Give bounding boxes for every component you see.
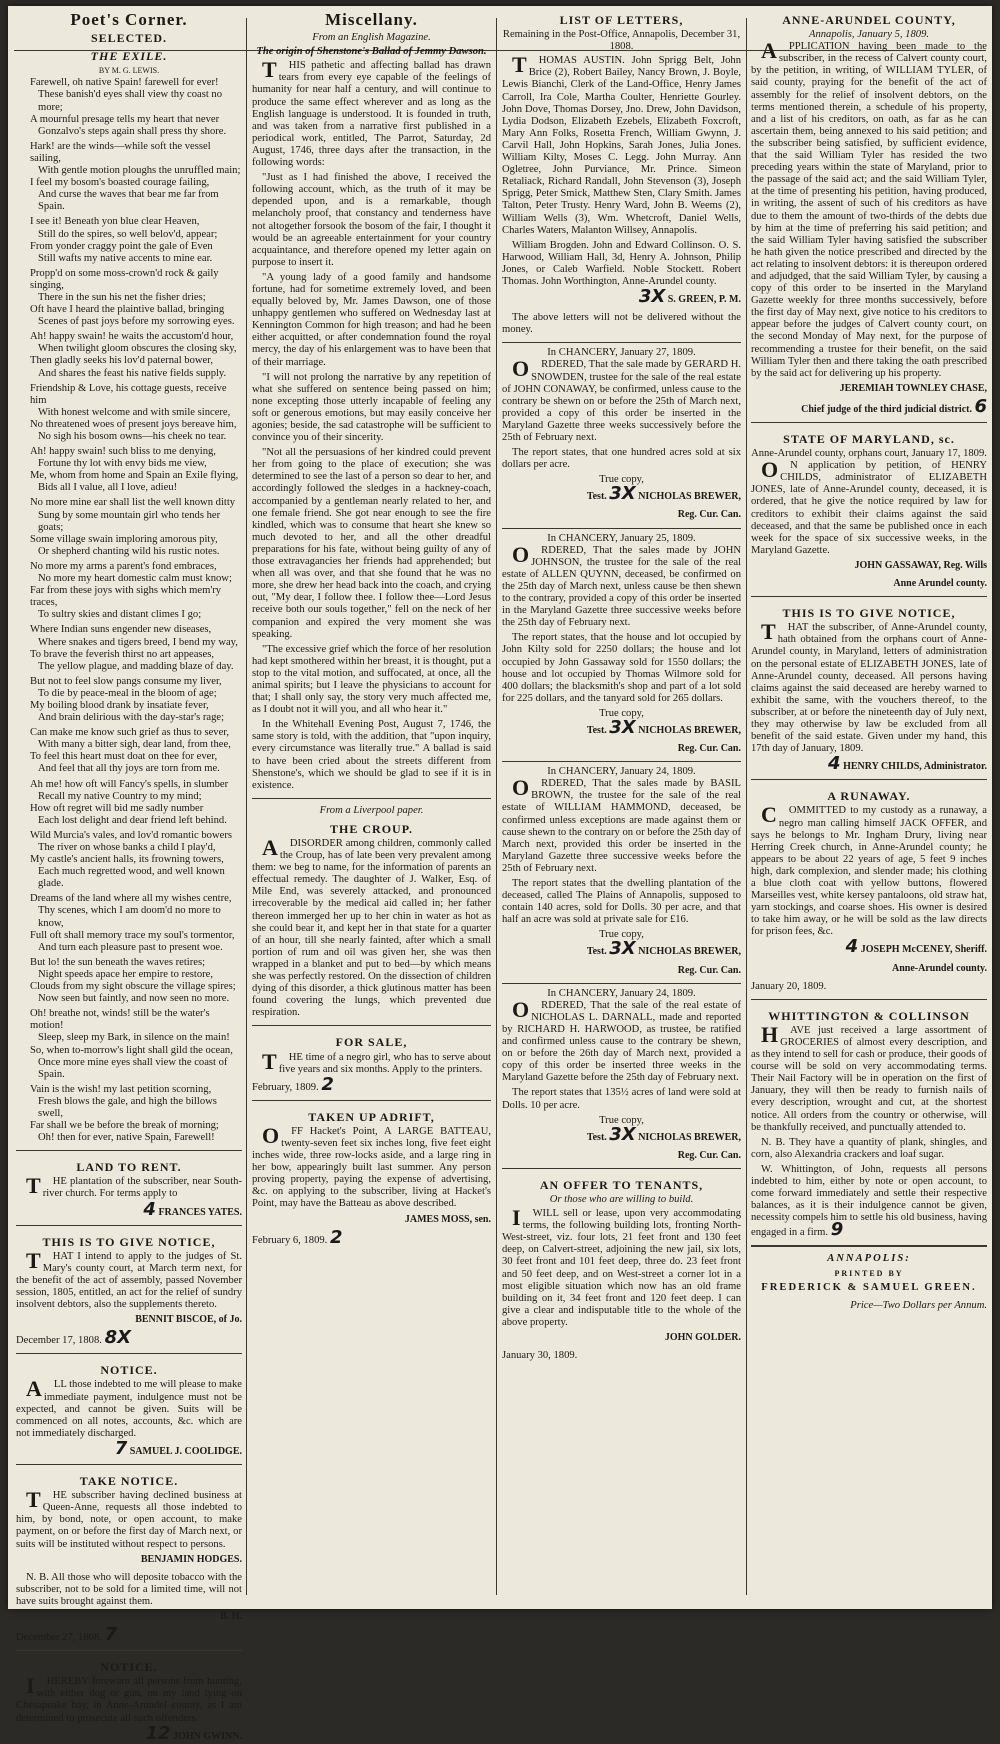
poem-line: Ah! happy swain! such bliss to me denying, xyxy=(30,446,216,458)
poem-line: Where snakes and tigers breed, I bend my way, xyxy=(38,636,238,648)
runaway-title: A RUNAWAY. xyxy=(827,789,911,804)
give-notice-ad xyxy=(16,1225,242,1348)
column-poets-corner xyxy=(16,10,242,1744)
state-title: STATE OF MARYLAND, sc. xyxy=(783,432,955,446)
article-title: The origin of Shenstone's Ballad of Jemmy Dawson. xyxy=(256,46,487,58)
poem-body xyxy=(16,77,242,1144)
poem-line: Each lost delight and dear friend left behind. xyxy=(38,814,227,826)
handwritten-mark: 3X xyxy=(609,938,636,960)
poem-line: Clouds from my sight obscure the village spires; xyxy=(30,981,236,993)
application-signature: JEREMIAH TOWNLEY CHASE, xyxy=(839,382,987,394)
poem-line: Sleep, sleep my Bark, in silence on the main! xyxy=(38,1032,230,1044)
offer-date: January 30, 1809. xyxy=(502,1350,578,1362)
give-notice-signature: BENNIT BISCOE, of Jo. xyxy=(135,1314,242,1326)
letters-list: THOMAS AUSTIN. John Sprigg Belt, John Brice (2), Robert Bailey, Nancy Brown, J. Boyle, Lewis Bianchi, Clerk of the Land-Office, Henry James Carroll, Ira Cole, Martha Coulter, Henriette Gourley. John Dove, Thomas Dorsey, Jno. Drew, John Davidson, Lydia Dodson, Elizabeth Ezebels, Elizabeth Foxcroft, Mary Ann Folks, Rosetta French, William Gwynn, J. Carvil Hall, John Hopkins, Sarah Jones, Julia Jones. William Kilty, Moses C. Legg. John Murray. Ann Ogletree, John Purviance, Mr. Prince. Simeon Retaliack, Richard Randall, John Stevenson (3), Joseph Sprigg, Peter Smick, Matthew Sten, Clary Smith. James Talton, Peter Trusty. Henry Ward, John B. Weems (2), William Wells (3), Wm. Whetcroft, Daniel Wells, Charles Waters, Malanton Willsey, Annapolis. xyxy=(502,52,741,236)
chancery-signature: Test. 3X NICHOLAS BREWER, xyxy=(586,938,741,960)
poem-line: But lo! the sun beneath the waves retires; xyxy=(30,956,206,968)
take-notice-text: THE subscriber having declined business at Queen-Anne, requests all those indebted to him, by bond, note, or open account, to make payment, on or before the first day of March next, or suits will be instituted without respect to persons. xyxy=(16,1487,242,1550)
state-of-maryland-notice xyxy=(751,422,987,590)
chancery-registrar-title: Reg. Cur. Can. xyxy=(677,964,741,976)
poem-line: Hark! are the winds—while soft the vessel sailing, xyxy=(30,140,211,164)
poem-line: No more my arms a parent's fond embraces, xyxy=(30,560,217,572)
adrift-signature: JAMES MOSS, sen. xyxy=(404,1213,491,1225)
take-notice-nb: N. B. All those who will deposite tobacco with the subscriber, not to be sold for a limited time, will not have suits brought against them. xyxy=(16,1571,242,1607)
article-paragraph: In the Whitehall Evening Post, August 7, 1746, the same story is told, with the addition, that "upon inquiry, every circumstance was literally true." A ballad is said to have been cried about the streets different from Shenstone's, which we should be glad to see if it is in existence. xyxy=(252,719,491,791)
poem-line: Farewell, oh native Spain! farewell for ever! xyxy=(30,77,219,89)
article-source: From an English Magazine. xyxy=(312,32,431,44)
poem-line: To sultry skies and distant climes I go; xyxy=(38,609,202,621)
article-paragraph: THIS pathetic and affecting ballad has drawn tears from every eye capable of the feelings of humanity for near half a century, and will continue to produce the same effect wherever and as long as the English language is understood. It is founded in truth, and was taken from a narrative first published in a periodical work, entitled, The Parrot, Saturday, 2d August, 1746, three days after the transaction, in the following words: xyxy=(252,57,491,169)
poem-line: But not to feel slow pangs consume my liver, xyxy=(30,675,222,687)
poem-line: To die by peace-meal in the bloom of age; xyxy=(38,687,217,699)
land-to-rent-title: LAND TO RENT. xyxy=(76,1160,182,1175)
poem-line: Some village swain imploring amorous pity, xyxy=(30,533,218,545)
poem-title: THE EXILE. xyxy=(90,49,168,64)
poem-line: And feel that all thy joys are torn from me. xyxy=(38,763,220,775)
poem-line: My castle's ancient halls, its frowning towers, xyxy=(30,854,224,866)
chancery-text: ORDERED, That the sale of the real estate of NICHOLAS L. DARNALL, made and reported by RICHARD H. HARWOOD, as trustee, be ratified and confirmed unless cause to the contrary be shewn, on or before the 26th day of March next, provided a copy of this order be inserted three weeks in the Maryland Gazette before the 25th day of February next. xyxy=(502,996,741,1084)
for-sale-title: FOR SALE, xyxy=(335,1035,408,1050)
poem-line: Still wafts my native accents to mine ear. xyxy=(38,252,213,264)
runaway-text: COMMITTED to my custody as a runaway, a negro man calling himself JACK OFFER, and says he belongs to Mr. Ingham Drury, living near Herring Creek church, in Anne-Arundel county; he appears to be about 22 years of age, 5 feet 9 inches high, dark complexion, and slender made; his clothing a blue cloth coat with yellow buttons, flowered Marseilles vest, white kersey pantaloons, old straw hat, yarn stockings, and coarse shoes. His owner is desired to take him away, or he will be sold as the law directs for prison fees, &c. xyxy=(751,802,987,938)
notice-title: NOTICE. xyxy=(100,1660,158,1675)
notice-signature: 12 JOHN GWINN. xyxy=(145,1722,242,1744)
take-notice-ad xyxy=(16,1464,242,1644)
newspaper-page xyxy=(8,6,992,1744)
poem-line: Bids all I value, all I love, adieu! xyxy=(38,482,178,494)
give-notice-date: December 17, 1808. 8X xyxy=(16,1327,131,1349)
poem-line: Recall my native Country to my mind; xyxy=(38,790,202,802)
chancery-signature: Test. 3X NICHOLAS BREWER, xyxy=(586,1123,741,1145)
column-rule xyxy=(246,18,247,1595)
chancery-heading: In CHANCERY, January 25, 1809. xyxy=(547,532,696,544)
poem-line: Far shall we be before the break of morning; xyxy=(30,1120,219,1132)
croup-source: From a Liverpool paper. xyxy=(319,804,424,816)
poem-line: Friendship & Love, his cottage guests, receive him xyxy=(30,382,227,406)
letters-subtitle: Remaining in the Post-Office, Annapolis, December 31, 1808. xyxy=(502,29,741,53)
give-notice-childs xyxy=(751,596,987,773)
letters-note: The above letters will not be delivered without the money. xyxy=(502,312,741,336)
poem-line: A mournful presage tells my heart that never xyxy=(30,113,220,125)
poem-byline: BY M. G. LEWIS. xyxy=(98,66,160,76)
chancery-signature: Test. 3X NICHOLAS BREWER, xyxy=(586,716,741,738)
offer-subtitle: Or those who are willing to build. xyxy=(549,1193,694,1205)
poem-line: My boiling blood drank by insatiate fever, xyxy=(30,699,209,711)
letters-title: LIST OF LETTERS, xyxy=(559,13,684,27)
true-copy-label: True copy, xyxy=(599,929,644,941)
poem-line: And curse the waves that bear me far from Spain. xyxy=(38,189,219,213)
chancery-heading: In CHANCERY, January 24, 1809. xyxy=(547,987,696,999)
poem-line: Where Indian suns engender new diseases, xyxy=(30,624,212,636)
chancery-heading: In CHANCERY, January 24, 1809. xyxy=(547,766,696,778)
poem-line: The river on whose banks a child I play'd, xyxy=(38,842,216,853)
notice-signature: 7 SAMUEL J. COOLIDGE. xyxy=(114,1437,242,1459)
poem-line: And brain delirious with the day-star's rage; xyxy=(38,712,225,724)
article-paragraph: "A young lady of a good family and handsome fortune, had for sometime extremely loved, and been equally beloved by, Mr. James Dawson, one of those unhappy gentlemen who suffered on Wednesday last at Kennington Common for high treason; and had he been either acquitted, or after condemnation found the royal mercy, the day of his enlargement was to have been that of their marriage. xyxy=(252,271,491,368)
chancery-report: The report states, that one hundred acres sold at six dollars per acre. xyxy=(502,447,741,471)
state-text: ON application by petition, of HENRY CHILDS, administrator of ELIZABETH JONES, late of Anne-Arundel county, deceased, it is ordered, that he give the notice required by law for creditors to exhibit their claims against the said deceased, and that the same be published once in each week for the space of six successive weeks, in the Maryland Gazette. xyxy=(751,457,987,556)
handwritten-mark: 4 xyxy=(143,1198,156,1220)
give-notice-signature: 4 HENRY CHILDS, Administrator. xyxy=(828,753,987,775)
whittington-text: HAVE just received a large assortment of GROCERIES of almost every description, and as they intend to sell for cash or produce, their goods of course will be sold on very accommodating terms. Their Nail Factory will be in operation on the first of January, they will then be ready to furnish nails of every description, wrought and cut, at the shortest notice. All orders from the country or otherwise, will be thankfully received, and punctually attended to. xyxy=(751,1021,987,1133)
give-notice-title: THIS IS TO GIVE NOTICE, xyxy=(42,1234,216,1249)
poem-line: How oft regret will bid me sadly number xyxy=(30,802,204,814)
true-copy-label: True copy, xyxy=(599,707,644,719)
notice-text: ALL those indebted to me will please to make immediate payment, indulgence must not be expected, and cannot be given. Suits will be commenced on all notes, accounts, &c. which are not immediately discharged. xyxy=(16,1376,242,1439)
taken-up-adrift-ad xyxy=(252,1100,491,1247)
poem-line: Thy scenes, which I am doom'd no more to know, xyxy=(38,905,221,929)
handwritten-mark: 4 xyxy=(828,753,841,775)
imprint-printed-by: PRINTED BY xyxy=(834,1268,904,1278)
adrift-text: OFF Hacket's Point, A LARGE BATTEAU, twenty-seven feet six inches long, five feet eight inches wide, three row-locks aside, and a large ring in her bow, appearingly built last summer. Any person proving property, paying the expense of advertising, &c. on applying to the subscriber, living at Hacket's Point, may have the Batteau as above described. xyxy=(252,1122,491,1210)
take-notice-nb-signature: B. H. xyxy=(220,1610,242,1622)
whittington-collinson-ad xyxy=(751,999,987,1240)
letters-signature: 3X S. GREEN, P. M. xyxy=(638,286,741,308)
handwritten-mark: 3X xyxy=(609,716,636,738)
poem-line: These banish'd eyes shall view thy coast no more; xyxy=(38,89,223,113)
handwritten-mark: 2 xyxy=(321,1073,334,1095)
for-sale-text: THE time of a negro girl, who has to serve about five years and six months. Apply to the printers. xyxy=(262,1048,491,1075)
poem-line: There in the sun his net the fisher dries; xyxy=(38,291,206,303)
column-miscellany xyxy=(252,10,491,1574)
state-signature: JOHN GASSAWAY, Reg. Wills xyxy=(854,559,987,571)
handwritten-mark: 3X xyxy=(609,483,636,505)
offer-signature: JOHN GOLDER. xyxy=(664,1332,741,1343)
poem-line: Each much regretted wood, and well known glade. xyxy=(38,866,225,890)
poem-line: I see it! Beneath yon blue clear Heaven, xyxy=(30,216,200,228)
for-sale-ad xyxy=(252,1025,491,1093)
take-notice-title: TAKE NOTICE. xyxy=(79,1474,179,1489)
handwritten-mark: 12 xyxy=(145,1722,171,1744)
offer-title: AN OFFER TO TENANTS, xyxy=(539,1177,704,1192)
poem-line: Night speeds apace her empire to restore, xyxy=(38,968,214,980)
chancery-registrar-title: Reg. Cur. Can. xyxy=(677,1149,741,1161)
state-dateline: Anne-Arundel county, orphans court, January 17, 1809. xyxy=(751,448,987,460)
whittington-title: WHITTINGTON & COLLINSON xyxy=(768,1008,970,1023)
poem-line: Dreams of the land where all my wishes centre, xyxy=(30,893,232,905)
poem-line: Still do the spires, so well belov'd, appear; xyxy=(38,228,218,240)
chancery-text: ORDERED, That the sales made by JOHN JOHNSON, the trustee for the sale of the real estate of ALLEN QUYNN, deceased, be confirmed on the 25th day of March next, unless cause be then shewn to the contrary, provided a copy of this order be inserted in the Maryland Gazette three successive weeks before the 25th day of February next. xyxy=(502,541,741,629)
imprint-printers: FREDERICK & SAMUEL GREEN. xyxy=(761,1281,977,1293)
county-dateline: Annapolis, January 5, 1809. xyxy=(808,29,930,41)
article-paragraph: "Just as I had finished the above, I received the following account, which, as the truth of it may be depended upon, and is a remarkable, though melancholy proof, that constancy and tenderness have not altogether forsook the bosom of the fair, I thought it would be an agreeable entertainment for your country acquaintance, and therefore opened my letter again on purpose to insert it. xyxy=(252,172,491,268)
croup-article xyxy=(252,798,491,1020)
poem-line: Sung by some mountain girl who tends her goats; xyxy=(38,509,221,533)
poets-corner-heading: Poet's Corner. xyxy=(70,10,188,29)
offer-text: IWILL sell or lease, upon very accommodating terms, the following building lots, fronting North-West-street, viz. four lots, 21 feet front and 130 feet deep, on Calvert-street, adjoining the new jail, six lots, 30 feet front and 101 feet deep, three do. 23 feet front and 50 feet deep, and on West-street a corner lot in a most eligible situation which now has an old frame building on it, 34 feet front and 120 feet deep. I can give a clear and indisputable title to the whole of the above property. xyxy=(502,1205,741,1328)
chancery-text: ORDERED, That the sale made by GERARD H. SNOWDEN, trustee for the sale of the real estate of JOHN CONAWAY, be confirmed, unless cause to the contrary be shewn on or before the 25th of March next, provided a copy of this order be inserted in the Maryland Gazette three weeks successively before the 25th of February next. xyxy=(502,356,741,443)
article-body xyxy=(252,57,491,792)
take-notice-date: December 27, 1808. 7 xyxy=(16,1624,118,1646)
handwritten-mark: 4 xyxy=(845,936,859,958)
selected-label: SELECTED. xyxy=(90,31,168,46)
poem-line: To brave the feverish thirst no art appeases, xyxy=(30,648,214,660)
poem-line: Wild Murcia's vales, and lov'd romantic bowers xyxy=(30,829,232,841)
runaway-ad xyxy=(751,779,987,992)
handwritten-mark: 8X xyxy=(104,1327,131,1349)
miscellany-heading: Miscellany. xyxy=(325,10,418,29)
column-rule xyxy=(496,18,497,1595)
land-to-rent-ad xyxy=(16,1150,242,1218)
poem-line: With many a bitter sigh, dear land, from thee, xyxy=(38,739,231,751)
article-paragraph: "Not all the persuasions of her kindred could prevent her from going to the place of execution; she was determined to see the last of a person so dear to her, and accordingly followed the sledges in a hackney-coach, accompanied by a gentleman nearly related to her, and one female friend. She got near enough to see the fire kindled, which was to consume that heart she knew so much devoted to her, and all the other dreadful preparations for his fate, without being guilty of any of those extravagancies her friends had apprehended; but when all was over, and that she found that he was no more, she drew her head back into the coach, and crying out, "My dear, I follow thee. I follow thee—Lord Jesus receive both our souls together," fell on the neck of her companion and expired the very moment she was speaking. xyxy=(252,447,491,640)
chancery-registrar-title: Reg. Cur. Can. xyxy=(677,743,741,755)
poem-line: Once more mine eyes shall view the coast of Spain. xyxy=(38,1056,228,1080)
croup-text: ADISORDER among children, commonly called the Croup, has of late been very prevalent among them: we beg to name, for the information of parents an effectual remedy. The daughter of J. Walker, Esq. of Mile End, was severely attacked, and pronounced irrecoverable by the medical aid called in; her father thereon immerged her up to her chin in water as hot as she could bear it, and kept her in that state for a quarter of an hour, till she nearly fainted, after which a small portion of rum and oil was given her, she was then wrapped in a blanket and put to bed—by which means she was perfectly restored. On the dissection of children dying of this disorder, a thick glutinous matter has been found covering the lungs, which prevented due respiration. xyxy=(252,835,491,1019)
chancery-order-2 xyxy=(502,528,741,756)
chancery-order-3 xyxy=(502,761,741,977)
poem-line: Now seen but faintly, and now seen no more. xyxy=(38,993,230,1005)
poem-line: No more mine ear shall list the well known ditty xyxy=(30,497,236,509)
poem-line: Far from these joys with sighs which mem'ry traces, xyxy=(30,585,222,609)
poem-line: Oh! breathe not, winds! still be the water's motion! xyxy=(30,1008,210,1032)
handwritten-mark: 7 xyxy=(114,1437,128,1459)
give-notice-text: THAT the subscriber, of Anne-Arundel county, hath obtained from the orphans court of Anne-Arundel county, in Maryland, letters of administration on the personal estate of ELIZABETH JONES, late of Anne-Arundel county, deceased. All persons having claims against the said deceased are hereby warned to exhibit the same, with the vouchers thereof, to the subscriber, at or before the nineteenth day of July next, they may otherwise by law be excluded from all benefit of the said estate. Given under my hand, this 17th day of January, 1809. xyxy=(751,619,987,755)
poem-line: So, when to-morrow's light shall gild the ocean, xyxy=(30,1044,233,1056)
chancery-registrar-title: Reg. Cur. Can. xyxy=(677,509,741,521)
poem-line: I feel my bosom's boasted courage failing, xyxy=(30,177,210,189)
chancery-report: The report states, that the house and lot occupied by John Kilty sold for 2250 dollars; the house and lot occupied by John Gassaway sold for 1550 dollars; the house and lot occupied by Thomas Wilmore sold for 400 dollars; the blacksmith's shop and part of a lot sold for 225 dollars, and the tanyard sold for 265 dollars. xyxy=(502,632,741,704)
poem-line: Ah me! how oft will Fancy's spells, in slumber xyxy=(30,778,229,790)
whittington-text-2: W. Whittington, of John, requests all persons indebted to him, either by note or open account, to come forward immediately and settle their respective balances, as it is their indulgence cannot be given, necessity compels him to settle his old business, having engaged in a firm. 9 xyxy=(751,1163,987,1241)
subscription-price: Price—Two Dollars per Annum. xyxy=(850,1299,987,1311)
adrift-title: TAKEN UP ADRIFT, xyxy=(308,1109,435,1124)
poem-line: Me, whom from home and Spain an Exile flying, xyxy=(30,470,239,482)
county-title: ANNE-ARUNDEL COUNTY, xyxy=(782,13,956,27)
application-signature-title: Chief judge of the third judicial district. 6 xyxy=(801,395,987,417)
handwritten-mark: 3X xyxy=(638,286,666,308)
article-paragraph: "The excessive grief which the force of her resolution had kept smothered within her breast, it is thought, put a stop to the vital motion, and suffocated, at once, all the animal spirits; but I leave the physicians to account for that; I shall only say, the story very much affected me, as I doubt not it will you, and all who hear it." xyxy=(252,643,491,716)
poem-line: The yellow plague, and madding blaze of day. xyxy=(38,660,234,672)
poem-line: Oh! then for ever, native Spain, Farewell! xyxy=(38,1132,215,1144)
true-copy-label: True copy, xyxy=(599,1114,644,1126)
poem-line: Propp'd on some moss-crown'd rock & gaily singing, xyxy=(30,267,219,291)
chancery-order-4 xyxy=(502,983,741,1162)
poem-line: Can make me know such grief as thus to sever, xyxy=(30,727,230,739)
runaway-signature: 4 JOSEPH McCENEY, Sheriff. xyxy=(845,936,987,958)
poem-line: With honest welcome and with smile sincere, xyxy=(38,406,231,418)
take-notice-signature: BENJAMIN HODGES. xyxy=(140,1553,242,1565)
article-paragraph: "I will not prolong the narrative by any repetition of what she suffered on sentence being passed on him; none excepting those utterly incapable of feeling any soft or generous emotions, but may easily conceive her agonies; beside, the sad catastrophe will be sufficient to convince you of their sincerity. xyxy=(252,371,491,444)
poem-line: To feel this heart must doat on thee for ever, xyxy=(30,751,218,763)
land-to-rent-signature: 4 FRANCES YATES. xyxy=(143,1198,242,1220)
poem-line: Or shepherd chanting wild his rustic notes. xyxy=(38,545,220,557)
poem-line: Oft have I heard the plaintive ballad, bringing xyxy=(30,304,225,316)
poem-line: Fresh blows the gale, and high the billows swell, xyxy=(38,1095,217,1119)
runaway-date: January 20, 1809. xyxy=(751,980,827,992)
land-to-rent-text: THE plantation of the subscriber, near South-river church. For terms apply to xyxy=(26,1173,242,1200)
poem-line: No threatened woes of present joys bereave him, xyxy=(30,418,237,430)
imprint xyxy=(751,1245,987,1311)
handwritten-mark: 3X xyxy=(609,1123,636,1145)
chancery-signature: Test. 3X NICHOLAS BREWER, xyxy=(586,483,741,505)
chancery-report: The report states that the dwelling plantation of the deceased, called The Plains of Annapolis, supposed to contain 140 acres, sold for Dolls. 30 per acre, and that half an acre was sold at private sale for £16. xyxy=(502,878,741,926)
poem-line: Scenes of past joys before my sorrowing eyes. xyxy=(38,316,235,328)
column-notices xyxy=(751,14,987,1574)
poem-line: No sigh his bosom owns—his cheek no tear. xyxy=(38,431,227,442)
notice-coolidge-ad xyxy=(16,1353,242,1458)
give-notice-text: THAT I intend to apply to the judges of St. Mary's county court, at March term next, for the benefit of the act of assembly, passed November session, 1805, entitled, an act for the relief of sundry insolvent debtors, also the supplements thereto. xyxy=(16,1247,242,1311)
poem-line: With gentle motion ploughs the unruffled main; xyxy=(38,165,241,177)
chancery-heading: In CHANCERY, January 27, 1809. xyxy=(547,347,696,359)
poem-line: When twilight gloom obscures the closing sky, xyxy=(38,343,237,355)
notice-title: NOTICE. xyxy=(100,1363,158,1378)
column-rule xyxy=(746,18,747,1595)
notice-text: IHEREBY forewarn all persons from hunting, with either dog or gun, on my land lying on Chesapeake bay, in Anne-Arundel county, as I am determined to prosecute all such offenders. xyxy=(16,1673,242,1724)
poem-line: Fortune thy lot with envy bids me view, xyxy=(38,458,207,470)
imprint-place: ANNAPOLIS: xyxy=(827,1253,911,1265)
give-notice-title: THIS IS TO GIVE NOTICE, xyxy=(782,606,956,621)
offer-to-tenants-ad xyxy=(502,1168,741,1362)
handwritten-mark: 7 xyxy=(104,1624,118,1646)
runaway-signature-title: Anne-Arundel county. xyxy=(891,962,987,974)
poem-line: Full oft shall memory trace my soul's tormentor, xyxy=(30,929,235,941)
croup-title: THE CROUP. xyxy=(330,821,413,836)
letters-list-county: William Brogden. John and Edward Collinson. O. S. Harwood, William Hall, 3d, Henry A. Johnson, Philip Jones, or Caleb Warfield. Noble Stockett. Robert Thomas. John Worthington, Anne-Arundel county. xyxy=(502,239,741,287)
poem-line: And shares the feast his native fields supply. xyxy=(38,367,227,379)
for-sale-date: February, 1809. 2 xyxy=(252,1073,334,1095)
poem-line: Ah! happy swain! he waits the accustom'd hour, xyxy=(30,331,234,343)
column-letters-chancery xyxy=(502,14,741,1574)
application-text: APPLICATION having been made to the subscriber, in the recess of Calvert county court, by the petition, in writing, of WILLIAM TYLER, of said county, praying for the benefit of the act of assembly for the relief of insolvent debtors, on the terms mentioned therein, a schedule of his property, and a list of his creditors, on oath, as far as he can ascertain them, being annexed to his said petition; and the subscriber being satisfied, by sufficient evidence, that the said William Tyler has resided the two preceding years within the state of Maryland, prior to the passage of the said act; and the said William Tyler, at the time of presenting his petition, having produced, in writing, the assent of such of his creditors as have due to them the amount of two-thirds of the debts due by him at the time of preferring his said petition; and the said William Tyler having satisfied the subscriber he hath given the notice prescribed and directed by the act relating to insolvent debtors: it is thereupon ordered and adjudged, that the said William Tyler, by causing a copy of this order to be inserted in the Maryland Gazette weekly for three months successively, before the first day of May next, give notice to his creditors to appear before the judges of Calvert county court, on the second Monday of May next, for the purpose of recommending a trustee for their benefit, on the said William Tyler then and there taking the oath prescribed by the said act for delivering up his property. xyxy=(751,38,987,379)
poem-line: Then gladly seeks his lov'd paternal bower, xyxy=(30,355,214,367)
state-signature-title: Anne Arundel county. xyxy=(893,578,987,590)
handwritten-mark: 6 xyxy=(974,395,987,417)
handwritten-mark: 9 xyxy=(830,1219,844,1241)
adrift-date: February 6, 1809. 2 xyxy=(252,1226,343,1248)
handwritten-mark: 2 xyxy=(329,1226,343,1248)
true-copy-label: True copy, xyxy=(599,474,644,486)
poem-line: Gonzalvo's steps again shall press thy shore. xyxy=(38,125,227,137)
chancery-text: ORDERED, That the sales made by BASIL BROWN, the trustee for the sale of the real estate of WILLIAM HAMMOND, deceased, be confirmed unless exceptions are made against them or cause shewn to the contrary on or before the 25th day of March next, provided this order be inserted in the Maryland Gazette three successive weeks before the 25th of February next. xyxy=(502,775,741,874)
poem-line: From yonder craggy point the gale of Even xyxy=(30,240,213,252)
whittington-nb: N. B. They have a quantity of plank, shingles, and corn, also Alexandria crackers and loaf sugar. xyxy=(751,1136,987,1160)
chancery-report: The report states that 135½ acres of land were sold at Dolls. 10 per acre. xyxy=(502,1087,741,1111)
chancery-order-1 xyxy=(502,342,741,521)
poem-line: And turn each pleasure past to present woe. xyxy=(38,941,223,953)
poem-line: No more my heart domestic calm must know; xyxy=(38,573,232,585)
poem-line: Vain is the wish! my last petition scorning, xyxy=(30,1083,212,1095)
notice-gwinn-ad xyxy=(16,1650,242,1743)
